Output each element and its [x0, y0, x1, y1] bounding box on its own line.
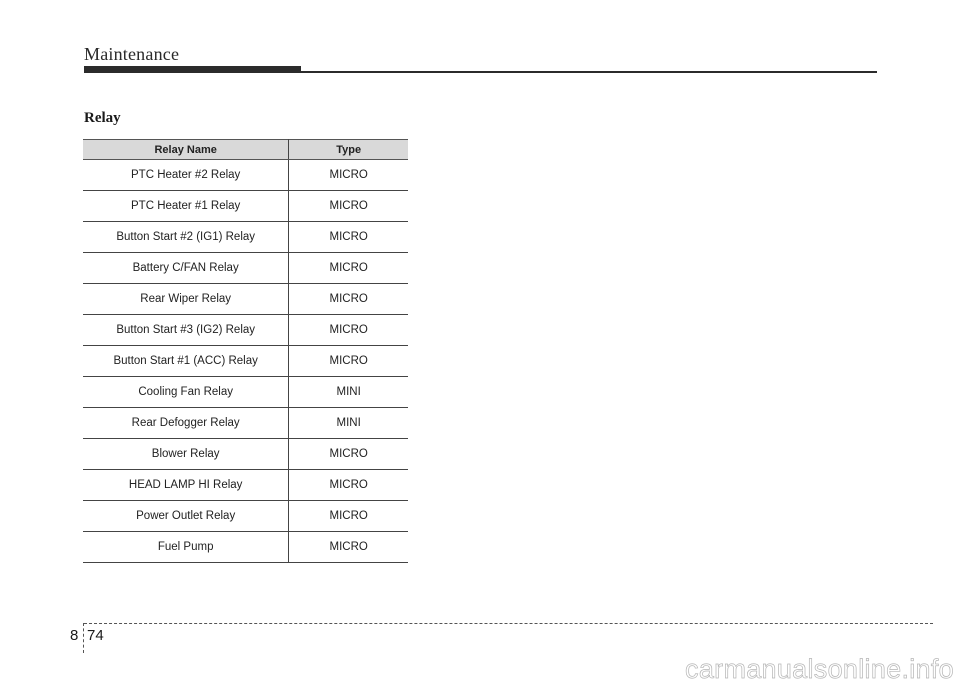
- table-row: [83, 315, 408, 346]
- relay-type-cell: MICRO: [289, 315, 408, 346]
- table-row: [83, 222, 408, 253]
- page-number-value: 74: [87, 627, 104, 644]
- relay-name-cell: Cooling Fan Relay: [83, 377, 289, 408]
- table-row: [83, 346, 408, 377]
- relay-name-cell: Rear Wiper Relay: [83, 284, 289, 315]
- relay-name-cell: HEAD LAMP HI Relay: [83, 470, 289, 501]
- relay-type-cell: MICRO: [289, 532, 408, 563]
- page-number: [70, 627, 104, 653]
- watermark-text: carmanualsonline.info: [685, 654, 954, 684]
- table-row: [83, 377, 408, 408]
- relay-name-cell: Button Start #1 (ACC) Relay: [83, 346, 289, 377]
- relay-type-cell: MINI: [289, 408, 408, 439]
- relay-name-cell: Button Start #3 (IG2) Relay: [83, 315, 289, 346]
- footer-divider: [84, 623, 933, 624]
- table-row: [83, 501, 408, 532]
- relay-type-cell: MICRO: [289, 470, 408, 501]
- relay-table: [83, 139, 408, 563]
- relay-type-cell: MICRO: [289, 253, 408, 284]
- relay-table-body: [83, 160, 408, 563]
- table-row: [83, 284, 408, 315]
- table-row: [83, 532, 408, 563]
- relay-name-cell: Fuel Pump: [83, 532, 289, 563]
- table-row: [83, 408, 408, 439]
- table-row: [83, 470, 408, 501]
- table-row: [83, 191, 408, 222]
- relay-type-cell: MICRO: [289, 191, 408, 222]
- relay-type-cell: MICRO: [289, 439, 408, 470]
- relay-name-cell: Blower Relay: [83, 439, 289, 470]
- relay-type-cell: MICRO: [289, 346, 408, 377]
- table-row: [83, 253, 408, 284]
- chapter-title: Maintenance: [84, 44, 180, 64]
- relay-type-cell: MINI: [289, 377, 408, 408]
- relay-name-cell: Power Outlet Relay: [83, 501, 289, 532]
- column-header-type: Type: [289, 140, 408, 160]
- table-header-row: [83, 140, 408, 160]
- section-title: Relay: [84, 110, 121, 126]
- table-row: [83, 160, 408, 191]
- page-chapter-number: 8: [70, 627, 79, 644]
- relay-name-cell: PTC Heater #2 Relay: [83, 160, 289, 191]
- relay-type-cell: MICRO: [289, 284, 408, 315]
- relay-type-cell: MICRO: [289, 501, 408, 532]
- relay-name-cell: Button Start #2 (IG1) Relay: [83, 222, 289, 253]
- column-header-relay-name: Relay Name: [83, 140, 289, 160]
- relay-type-cell: MICRO: [289, 160, 408, 191]
- relay-type-cell: MICRO: [289, 222, 408, 253]
- relay-name-cell: Rear Defogger Relay: [83, 408, 289, 439]
- relay-name-cell: Battery C/FAN Relay: [83, 253, 289, 284]
- table-row: [83, 439, 408, 470]
- header-rule-thin: [84, 71, 877, 73]
- relay-name-cell: PTC Heater #1 Relay: [83, 191, 289, 222]
